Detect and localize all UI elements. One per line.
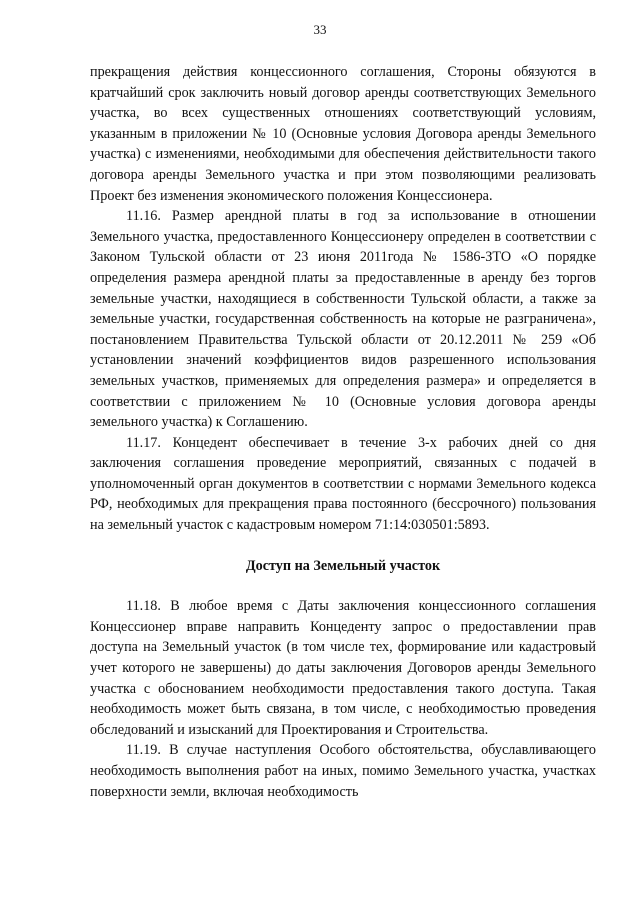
document-body — [90, 62, 596, 802]
paragraph-11-19: 11.19. В случае наступления Особого обстоятельства, обуславливающего необходимость выполнения работ на иных, помимо Земельного участка, участках поверхности земли, включая необходимость — [90, 742, 596, 800]
paragraph-11-18: 11.18. В любое время с Даты заключения концессионного соглашения Концессионер вправе направить Концеденту запрос о предоставлении прав доступа на Земельный участок (в том числе тех, формирование или кадастровый учет которого не завершены) до даты заключения Договоров аренды Земельного участка с обоснованием необходимости предоставления такого доступа. Такая необходимость может быть связана, в том числе, с необходимостью проведения обследований и изысканий для Проектирования и Строительства. — [90, 598, 596, 738]
paragraph-11-16: 11.16. Размер арендной платы в год за использование в отношении Земельного участка, предоставленного Концессионеру определен в соответствии с Законом Тульской области от 23 июня 2011года № 1586-ЗТО «О порядке определения размера арендной платы за предоставленные в аренду без торгов земельные участки, находящиеся в собственности Тульской области, а также за земельные участки, государственная собственность на которые не разграничена», постановлением Правительства Тульской области от 20.12.2011 № 259 «Об установлении значений коэффициентов видов разрешенного использования земельных участков, применяемых для определения размера» и определяется в соответствии с приложением № 10 (Основные условия договора аренды земельного участка) к Соглашению. — [90, 208, 596, 431]
page-number: 33 — [313, 22, 327, 37]
paragraph-continuation: прекращения действия концессионного соглашения, Стороны обязуются в кратчайший срок заключить новый договор аренды соответствующих Земельного участка, во всех существенных отношениях соответствующий условиям, указанным в приложении № 10 (Основные условия Договора аренды Земельного участка) с изменениями, необходимыми для обеспечения действительности такого договора аренды Земельного участка и при этом позволяющими реализовать Проект без изменения экономического положения Концессионера. — [90, 64, 596, 204]
section-heading: Доступ на Земельный участок — [245, 557, 441, 574]
paragraph-11-17: 11.17. Концедент обеспечивает в течение 3-х рабочих дней со дня заключения соглашения проведение мероприятий, связанных с подачей в уполномоченный орган документов в соответствии с нормами Земельного кодекса РФ, необходимых для прекращения права постоянного (бессрочного) пользования на земельный участок с кадастровым номером 71:14:030501:5893. — [90, 434, 596, 534]
